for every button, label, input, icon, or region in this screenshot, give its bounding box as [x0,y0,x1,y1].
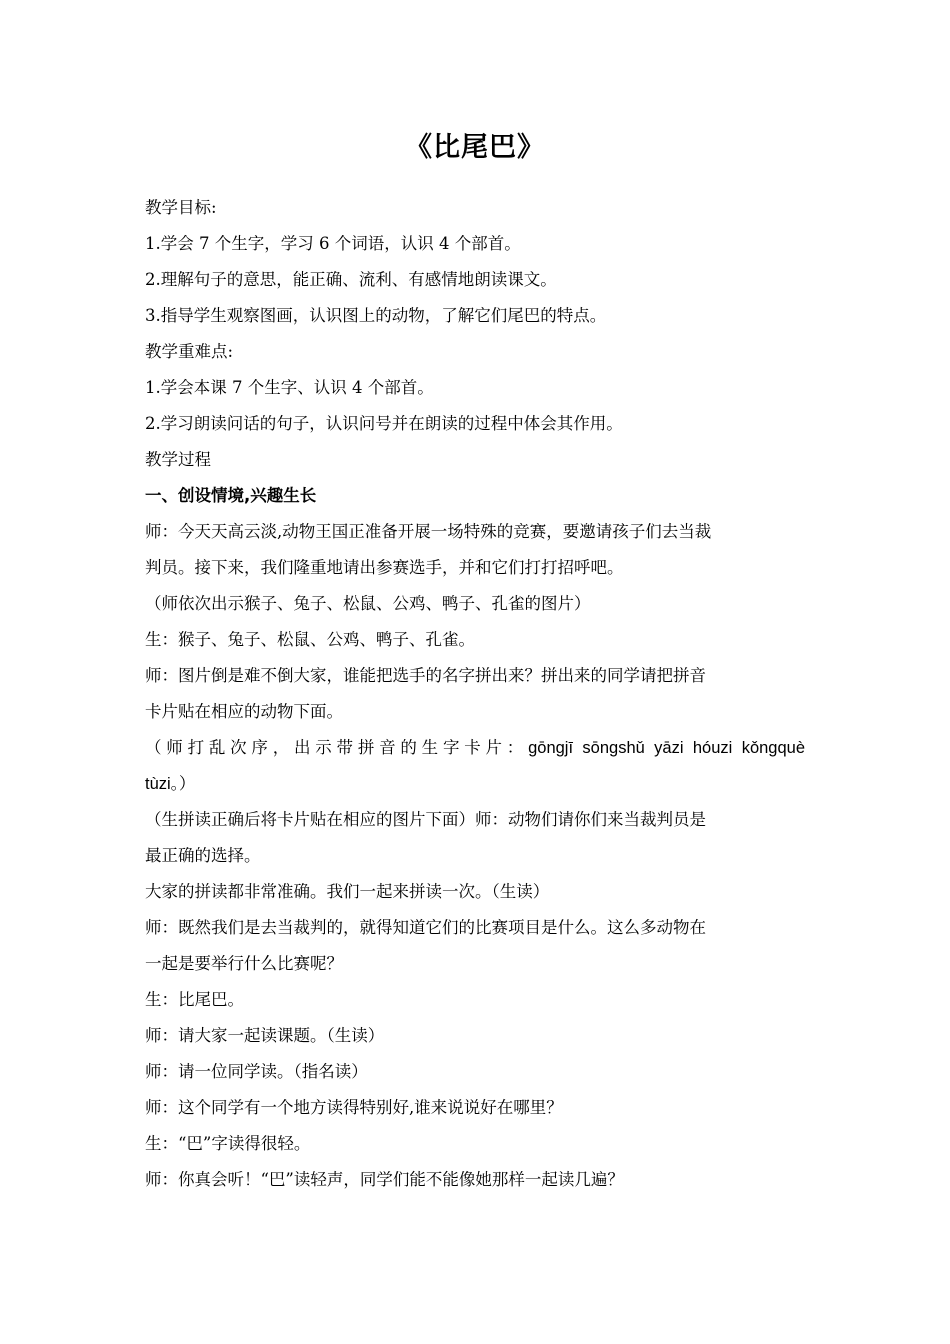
paragraph-line: 师：这个同学有一个地方读得特别好,谁来说说好在哪里？ [145,1098,563,1117]
paragraph-line: （师依次出示猴子、兔子、松鼠、公鸡、鸭子、孔雀的图片） [145,594,591,613]
section-heading-objectives: 教学目标: [145,198,217,217]
objective-item: 3.指导学生观察图画，认识图上的动物，了解它们尾巴的特点。 [145,306,607,325]
key-point-item: 2.学习朗读问话的句子，认识问号并在朗读的过程中体会其作用。 [145,414,623,433]
key-point-item: 1.学会本课 7 个生字、认识 4 个部首。 [145,378,434,397]
pinyin-intro: （师打乱次序，出示带拼音的生字卡片： [145,738,529,757]
paragraph-line: 师：图片倒是难不倒大家，谁能把选手的名字拼出来？拼出来的同学请把拼音 [145,666,706,685]
paragraph-line: （生拼读正确后将卡片贴在相应的图片下面）师：动物们请你们来当裁判员是 [145,810,706,829]
pinyin-word-tail: tùzi。） [145,775,196,793]
paragraph-line: 一起是要举行什么比赛呢？ [145,954,343,973]
paragraph-line: 师：你真会听！“巴”读轻声，同学们能不能像她那样一起读几遍？ [145,1170,624,1189]
paragraph-line-pinyin [145,730,805,766]
objective-item: 2.理解句子的意思，能正确、流利、有感情地朗读课文。 [145,270,557,289]
document-title: 《比尾巴》 [405,132,545,163]
paragraph-line: 师：请一位同学读。（指名读） [145,1062,368,1081]
paragraph-line: 判员。接下来，我们隆重地请出参赛选手，并和它们打打招呼吧。 [145,558,624,577]
paragraph-line [145,766,805,802]
paragraph-line: 最正确的选择。 [145,846,261,865]
paragraph-line: 生：比尾巴。 [145,990,244,1009]
section-heading-key-points: 教学重难点: [145,342,234,361]
paragraph-line: 大家的拼读都非常准确。我们一起来拼读一次。（生读） [145,882,550,901]
pinyin-words: gōngjī sōngshǔ yāzi hóuzi kǒngquè [528,739,805,757]
subsection-heading: 一、创设情境,兴趣生长 [145,486,317,505]
section-heading-process: 教学过程 [145,450,211,469]
paragraph-line: 生：“巴”字读得很轻。 [145,1134,311,1153]
paragraph-line: 生：猴子、兔子、松鼠、公鸡、鸭子、孔雀。 [145,630,475,649]
objective-item: 1.学会 7 个生字，学习 6 个词语，认识 4 个部首。 [145,234,521,253]
paragraph-line: 师：今天天高云淡,动物王国正准备开展一场特殊的竞赛，要邀请孩子们去当裁 [145,522,712,541]
paragraph-line: 卡片贴在相应的动物下面。 [145,702,343,721]
paragraph-line: 师：既然我们是去当裁判的，就得知道它们的比赛项目是什么。这么多动物在 [145,918,706,937]
paragraph-line: 师：请大家一起读课题。（生读） [145,1026,385,1045]
document-body [145,190,805,1198]
